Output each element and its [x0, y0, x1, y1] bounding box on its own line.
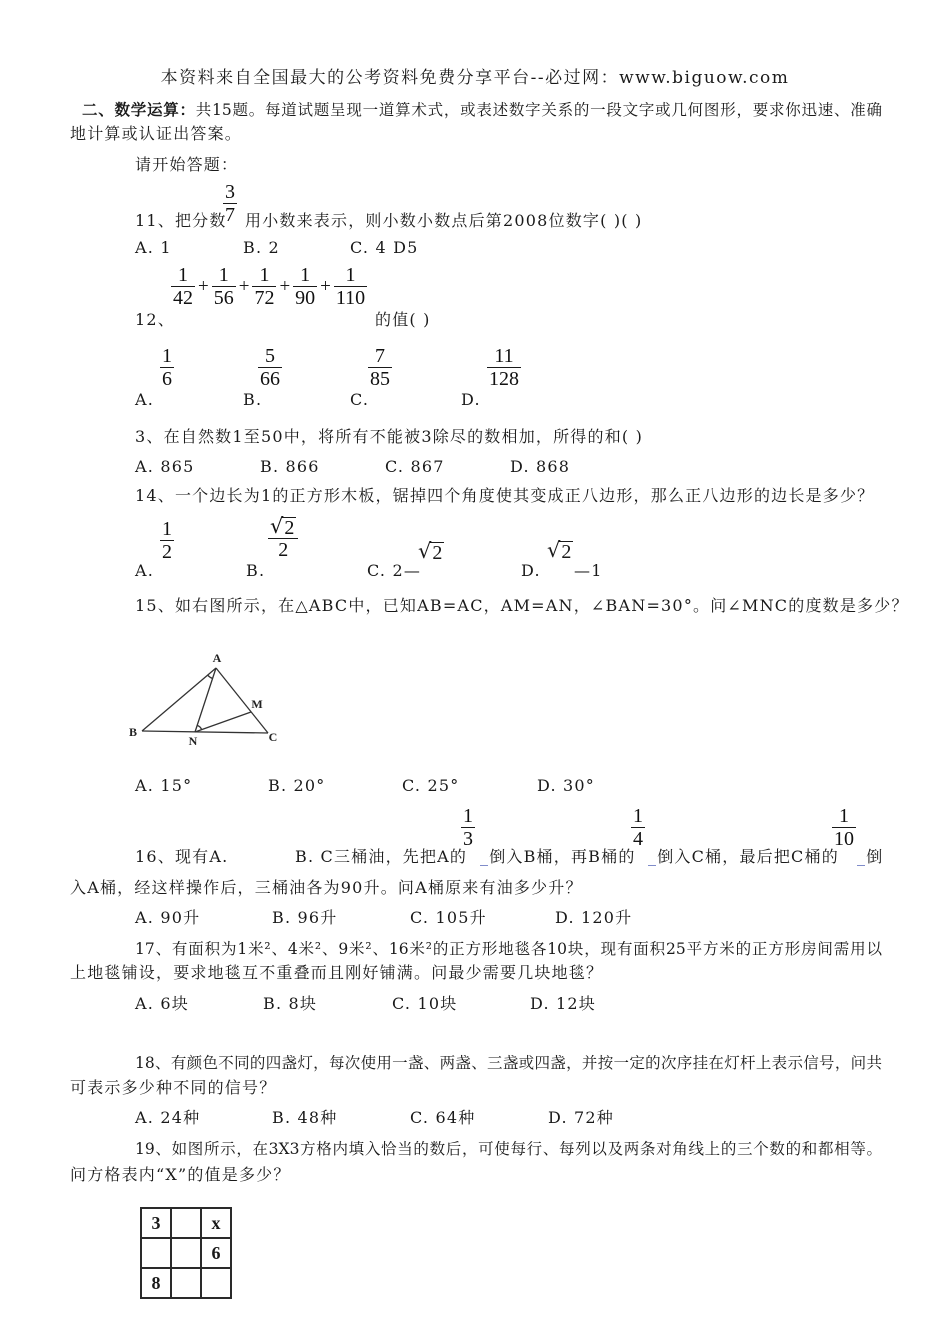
q19-line1: 19、如图所示，在3X3方格内填入恰当的数后，可使每行、每列以及两条对角线上的三个数的和都相等。	[135, 1140, 882, 1158]
q18-option-b: B. 48种	[272, 1108, 338, 1127]
grid-cell: 8	[141, 1268, 171, 1298]
grid-cell	[171, 1268, 201, 1298]
q15-text: 15、如右图所示，在△ABC中，已知AB=AC，AM=AN，∠BAN=30°。问∠MNC的度数是多少？	[135, 596, 909, 615]
q17-option-c: C. 10块	[392, 994, 458, 1013]
vertex-label-m: M	[251, 697, 263, 711]
q14-option-a-fraction	[160, 518, 174, 563]
q12-expression	[171, 264, 367, 309]
blank-underscore: _	[857, 847, 867, 866]
q11-prefix: 11、把分数	[135, 211, 227, 230]
grid-cell	[141, 1238, 171, 1268]
grid-row	[141, 1208, 231, 1238]
q14-option-c-sqrt	[418, 539, 444, 563]
q15-option-b: B. 20°	[268, 776, 326, 795]
section-intro-text: 共15题。每道试题呈现一道算术式，或表述数字关系的一段文字或几何图形，要求你迅速、准确	[195, 101, 882, 119]
q17-option-b: B. 8块	[263, 994, 318, 1013]
q12-option-b-fraction	[258, 345, 282, 390]
q12-term-1	[171, 264, 195, 309]
angle-mark-a	[208, 675, 213, 678]
q14-option-d-suffix: —1	[574, 561, 603, 580]
q14-option-d-sqrt	[547, 538, 573, 562]
section-title: 二、数学运算：	[82, 100, 196, 119]
q16-option-c: C. 105升	[410, 908, 487, 927]
blank-underscore: _	[480, 847, 490, 866]
q18-line1: 18、有颜色不同的四盏灯，每次使用一盏、两盏、三盏或四盏，并按一定的次序挂在灯杆上表示信号，问共	[135, 1054, 882, 1072]
fraction-denominator: 4	[633, 828, 643, 850]
fraction-numerator: 1	[633, 805, 643, 827]
q11-option-b: B. 2	[243, 238, 280, 257]
q16-fraction-1	[461, 805, 475, 850]
q17-option-d: D. 12块	[530, 994, 596, 1013]
q11-option-c: C. 4 D5	[350, 238, 419, 257]
grid-row	[141, 1238, 231, 1268]
q12-term-2	[212, 264, 236, 309]
fraction-denominator: 2	[278, 539, 289, 561]
q15-option-c: C. 25°	[402, 776, 460, 795]
sqrt-symbol: √	[547, 538, 561, 562]
triangle-figure	[120, 645, 290, 751]
radicand: 2	[432, 542, 443, 564]
fraction-numerator: 1	[212, 264, 236, 287]
magic-square-grid	[140, 1207, 232, 1299]
blank-underscore: _	[648, 847, 658, 866]
q16-part4-text: 倒入C桶，最后把C桶的	[657, 847, 839, 866]
page-header: 本资料来自全国最大的公考资料免费分享平台--必过网：www.biguow.com	[160, 68, 790, 88]
q14-option-b-fraction	[268, 514, 298, 561]
q16-option-a: A. 90升	[135, 908, 201, 927]
vertex-label-c: C	[268, 730, 278, 744]
fraction-numerator: 1	[334, 264, 367, 287]
fraction-denominator: 66	[260, 368, 280, 390]
q15-option-a: A. 15°	[135, 776, 193, 795]
fraction-denominator: 72	[254, 287, 275, 309]
q12-label: 12、	[135, 310, 175, 329]
fraction-denominator: 42	[173, 287, 193, 309]
q12-option-a-fraction	[160, 345, 174, 390]
q12-term-5	[334, 264, 367, 309]
sqrt-symbol: √	[418, 539, 432, 563]
q14-option-d-label: D.	[521, 561, 541, 580]
q19-line2: 问方格表内“X”的值是多少？	[70, 1165, 291, 1184]
plus-sign: +	[279, 275, 291, 297]
grid-cell: 3	[141, 1208, 171, 1238]
q12-option-c-label: C.	[350, 390, 370, 409]
grid-cell	[171, 1208, 201, 1238]
plus-sign: +	[320, 275, 331, 297]
plus-sign: +	[198, 275, 209, 297]
q12-term-4	[293, 264, 317, 309]
fraction-denominator: 3	[463, 828, 473, 850]
vertex-label-n: N	[188, 734, 198, 748]
grid-cell: x	[201, 1208, 231, 1238]
fraction-numerator: 1	[293, 264, 317, 287]
q12-option-d-label: D.	[461, 390, 481, 409]
q13-option-a: A. 865	[135, 457, 195, 476]
fraction-denominator: 6	[162, 368, 172, 390]
q18-option-a: A. 24种	[135, 1108, 201, 1127]
q16-option-d: D. 120升	[555, 908, 633, 927]
vertex-label-a: A	[212, 651, 222, 665]
q13-option-b: B. 866	[260, 457, 320, 476]
fraction-denominator: 90	[295, 287, 316, 309]
q18-option-d: D. 72种	[548, 1108, 614, 1127]
q16-part5-text: 倒	[866, 847, 884, 866]
q16-fraction-3	[832, 805, 856, 850]
fraction-denominator: 56	[213, 287, 234, 309]
fraction-denominator: 110	[335, 287, 366, 309]
fraction-numerator: 1	[252, 264, 276, 287]
fraction-numerator: 5	[258, 345, 282, 368]
segment-bc	[142, 731, 268, 733]
q12-option-c-fraction	[368, 345, 392, 390]
q11-suffix: 用小数来表示，则小数小数点后第2008位数字( )( )	[245, 211, 643, 230]
section-intro-line2: 地计算或认证出答案。	[70, 124, 243, 143]
grid-cell	[171, 1238, 201, 1268]
q11-option-a: A. 1	[135, 238, 172, 257]
q12-option-b-label: B.	[243, 390, 263, 409]
q12-term-3	[252, 264, 276, 309]
section-intro-line1	[82, 100, 882, 120]
q18-option-c: C. 64种	[410, 1108, 476, 1127]
q15-option-d: D. 30°	[537, 776, 595, 795]
q13-text: 3、在自然数1至50中，将所有不能被3除尽的数相加，所得的和( )	[135, 427, 644, 446]
angle-mark-n	[197, 725, 201, 729]
q17-line1: 17、有面积为1米²、4米²、9米²、16米²的正方形地毯各10块，现有面积25平方米的正方形房间需用以	[135, 940, 882, 958]
start-prompt: 请开始答题：	[135, 155, 239, 174]
fraction-denominator: 2	[162, 541, 172, 563]
q17-option-a: A. 6块	[135, 994, 189, 1013]
q16-line2: 入A桶，经这样操作后，三桶油各为90升。问A桶原来有油多少升？	[70, 878, 583, 897]
fraction-numerator: 11	[487, 345, 521, 368]
q16-option-b: B. 96升	[272, 908, 338, 927]
q14-option-a-label: A.	[135, 561, 155, 580]
q18-line2: 可表示多少种不同的信号？	[70, 1078, 277, 1097]
radicand: 2	[561, 541, 572, 563]
q16-part3	[480, 847, 636, 867]
fraction-denominator: 128	[489, 368, 519, 390]
square-root	[270, 514, 296, 538]
sqrt-symbol: √	[270, 514, 284, 538]
fraction-denominator: 85	[370, 368, 390, 390]
q13-option-d: D. 868	[510, 457, 571, 476]
fraction-denominator: 10	[834, 828, 854, 850]
fraction-numerator: 7	[368, 345, 392, 368]
vertex-label-b: B	[128, 725, 138, 739]
fraction-denominator: 7	[225, 204, 235, 226]
q14-text: 14、一个边长为1的正方形木板，锯掉四个角度使其变成正八边形，那么正八边形的边长是多少？	[135, 486, 875, 505]
fraction-numerator: 1	[162, 345, 172, 367]
q17-line2: 上地毯铺设，要求地毯互不重叠而且刚好铺满。问最少需要几块地毯？	[70, 963, 604, 982]
fraction-numerator	[268, 514, 298, 539]
q14-option-c-label: C. 2—	[367, 561, 422, 580]
segment-ab	[142, 668, 216, 731]
grid-cell	[201, 1268, 231, 1298]
grid-cell: 6	[201, 1238, 231, 1268]
q16-part2: B. C三桶油，先把A的	[295, 847, 468, 866]
fraction-numerator: 1	[162, 518, 172, 540]
q16-part3-text: 倒入B桶，再B桶的	[489, 847, 636, 866]
q16-fraction-2	[631, 805, 645, 850]
q12-option-d-fraction	[487, 345, 521, 390]
q12-suffix: 的值( )	[375, 310, 431, 329]
fraction-numerator: 3	[225, 181, 235, 203]
q12-option-a-label: A.	[135, 390, 155, 409]
plus-sign: +	[238, 275, 250, 297]
segment-nm	[195, 712, 251, 732]
q16-part5	[857, 847, 883, 867]
q13-option-c: C. 867	[385, 457, 445, 476]
radicand: 2	[284, 517, 295, 539]
fraction-numerator: 1	[832, 805, 856, 828]
q16-part4	[648, 847, 839, 867]
fraction-numerator: 1	[171, 264, 195, 287]
q14-option-b-label: B.	[246, 561, 266, 580]
q16-part1: 16、现有A.	[135, 847, 229, 866]
grid-row	[141, 1268, 231, 1298]
fraction-numerator: 1	[463, 805, 473, 827]
